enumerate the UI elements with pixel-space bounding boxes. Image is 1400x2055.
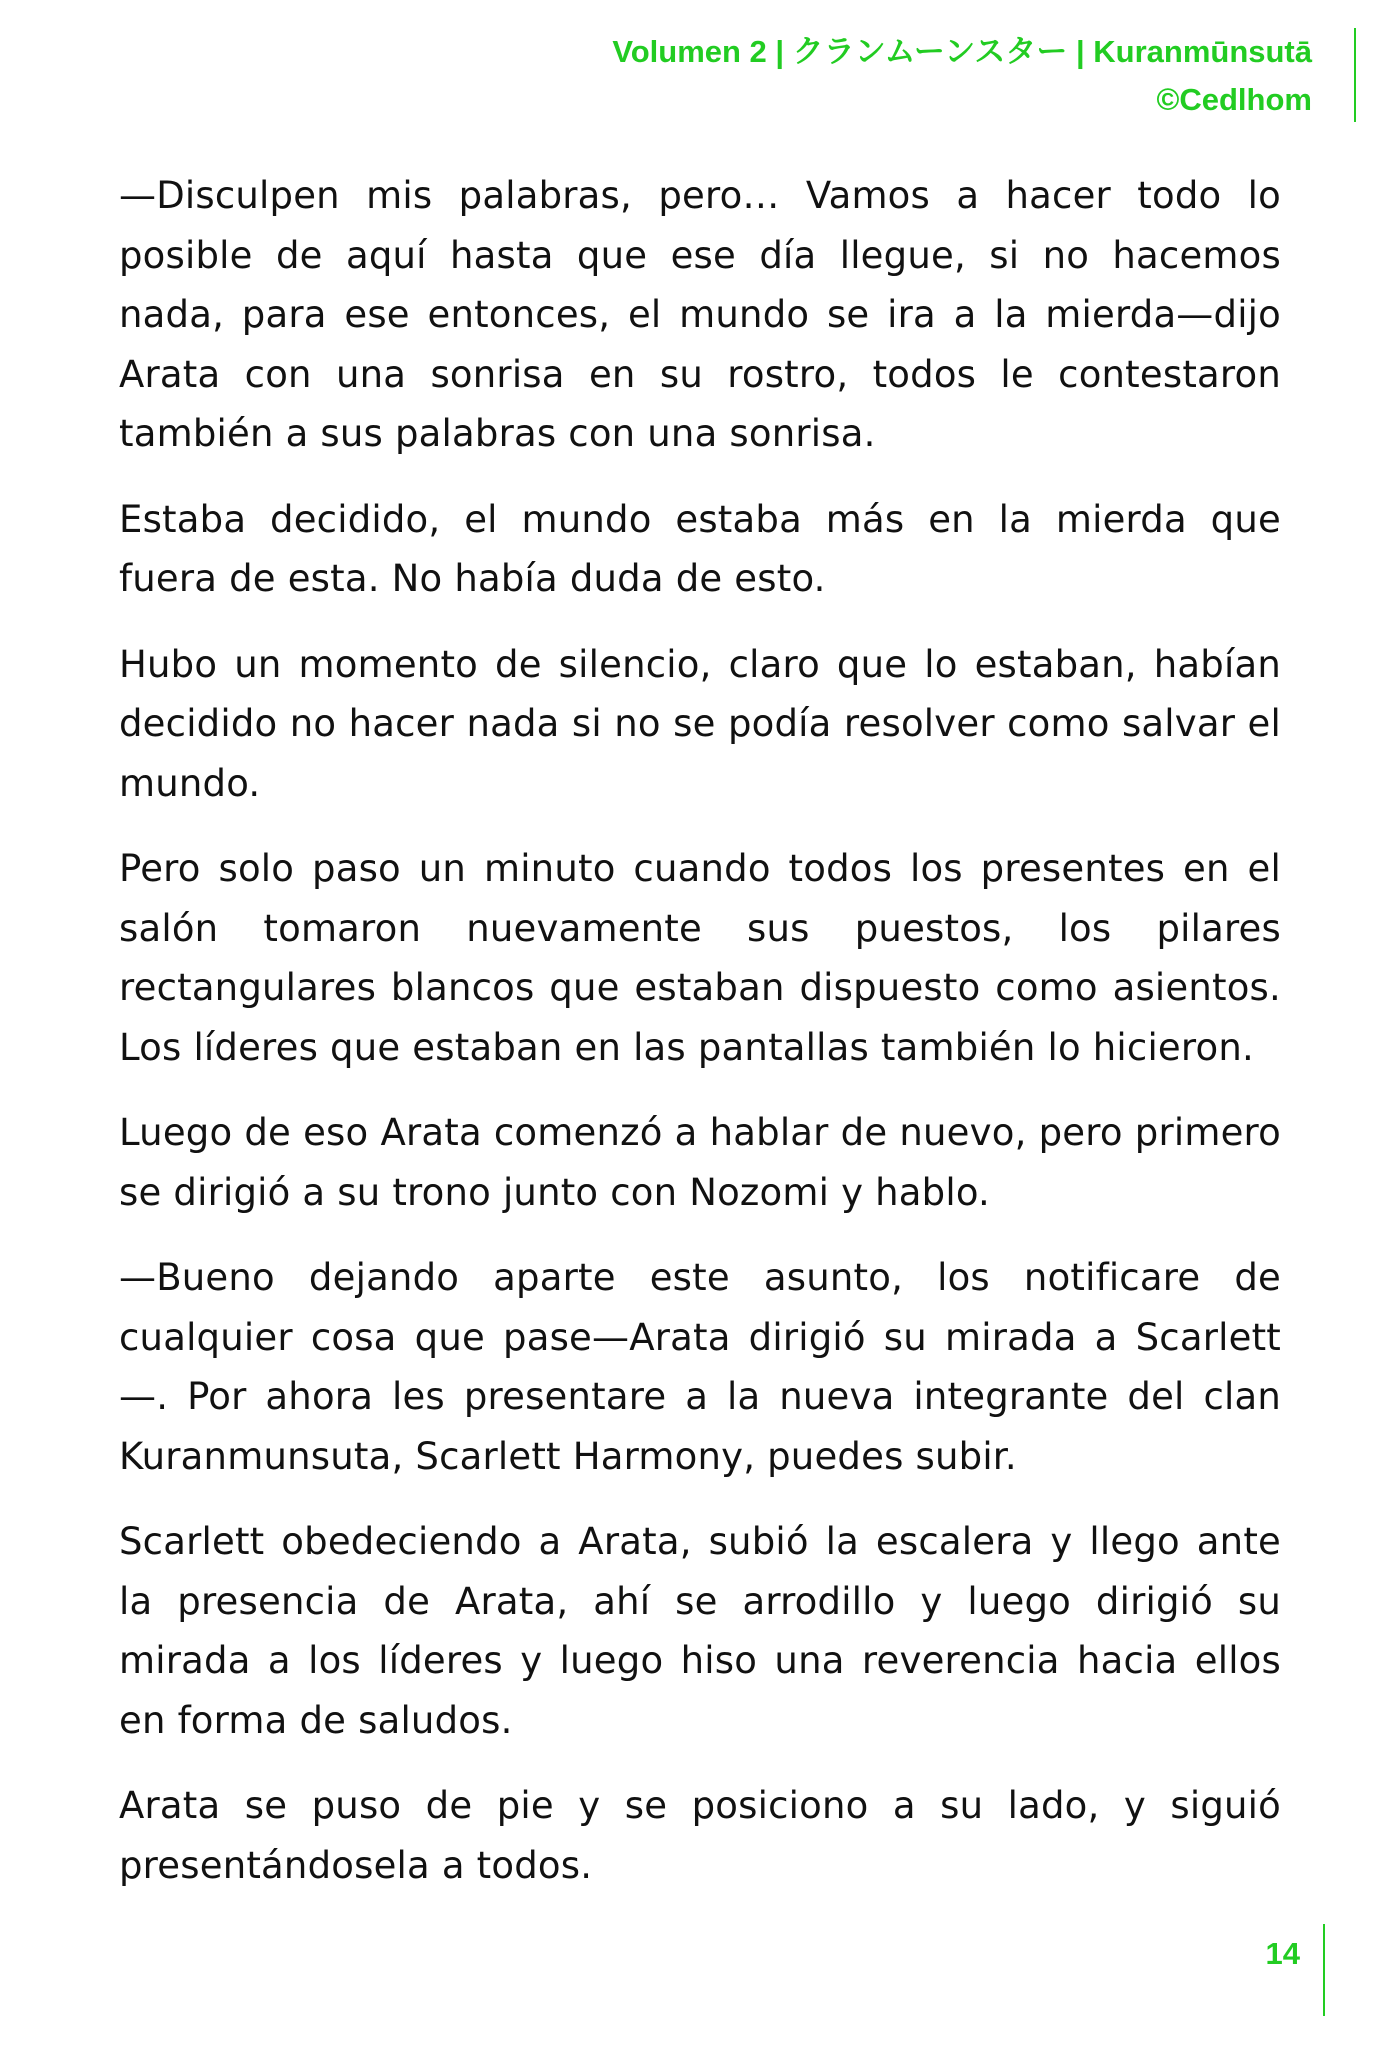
header-title: Volumen 2 | クランムーンスター | Kuranmūnsutā xyxy=(612,34,1312,69)
paragraph: Estaba decidido, el mundo estaba más en la mierda que fuera de esta. No había duda de esto. xyxy=(119,497,1281,600)
footer-divider xyxy=(1323,1924,1325,2016)
paragraph: Hubo un momento de silencio, claro que lo estaban, habían decidido no hacer nada si no se podía resolver como salvar el mundo. xyxy=(119,642,1281,805)
paragraph: —Bueno dejando aparte este asunto, los notificare de cualquier cosa que pase—Arata dirigió su mirada a Scarlett—. Por ahora les presentare a la nueva integrante del clan Kuranmunsuta, Scarlett Harmony, puedes subir. xyxy=(119,1256,1281,1478)
header-copyright: ©Cedlhom xyxy=(1156,82,1312,117)
paragraph: Pero solo paso un minuto cuando todos los presentes en el salón tomaron nuevamente sus puestos, los pilares rectangulares blancos que estaban dispuesto como asientos. Los líderes que estaban en las pantallas también lo hicieron. xyxy=(119,847,1281,1069)
header-divider xyxy=(1354,28,1356,122)
paragraph: Luego de eso Arata comenzó a hablar de nuevo, pero primero se dirigió a su trono junto con Nozomi y hablo. xyxy=(119,1111,1281,1214)
page-number: 14 xyxy=(1265,1936,1300,1971)
page-header xyxy=(612,28,1312,124)
body-text xyxy=(119,166,1281,1921)
paragraph: Arata se puso de pie y se posiciono a su lado, y siguió presentándosela a todos. xyxy=(119,1784,1281,1887)
paragraph: —Disculpen mis palabras, pero… Vamos a hacer todo lo posible de aquí hasta que ese día llegue, si no hacemos nada, para ese entonces, el mundo se ira a la mierda—dijo Arata con una sonrisa en su rostro, todos le contestaron también a sus palabras con una sonrisa. xyxy=(119,174,1281,455)
paragraph: Scarlett obedeciendo a Arata, subió la escalera y llego ante la presencia de Arata, ahí se arrodillo y luego dirigió su mirada a los líderes y luego hiso una reverencia hacia ellos en forma de saludos. xyxy=(119,1520,1281,1742)
